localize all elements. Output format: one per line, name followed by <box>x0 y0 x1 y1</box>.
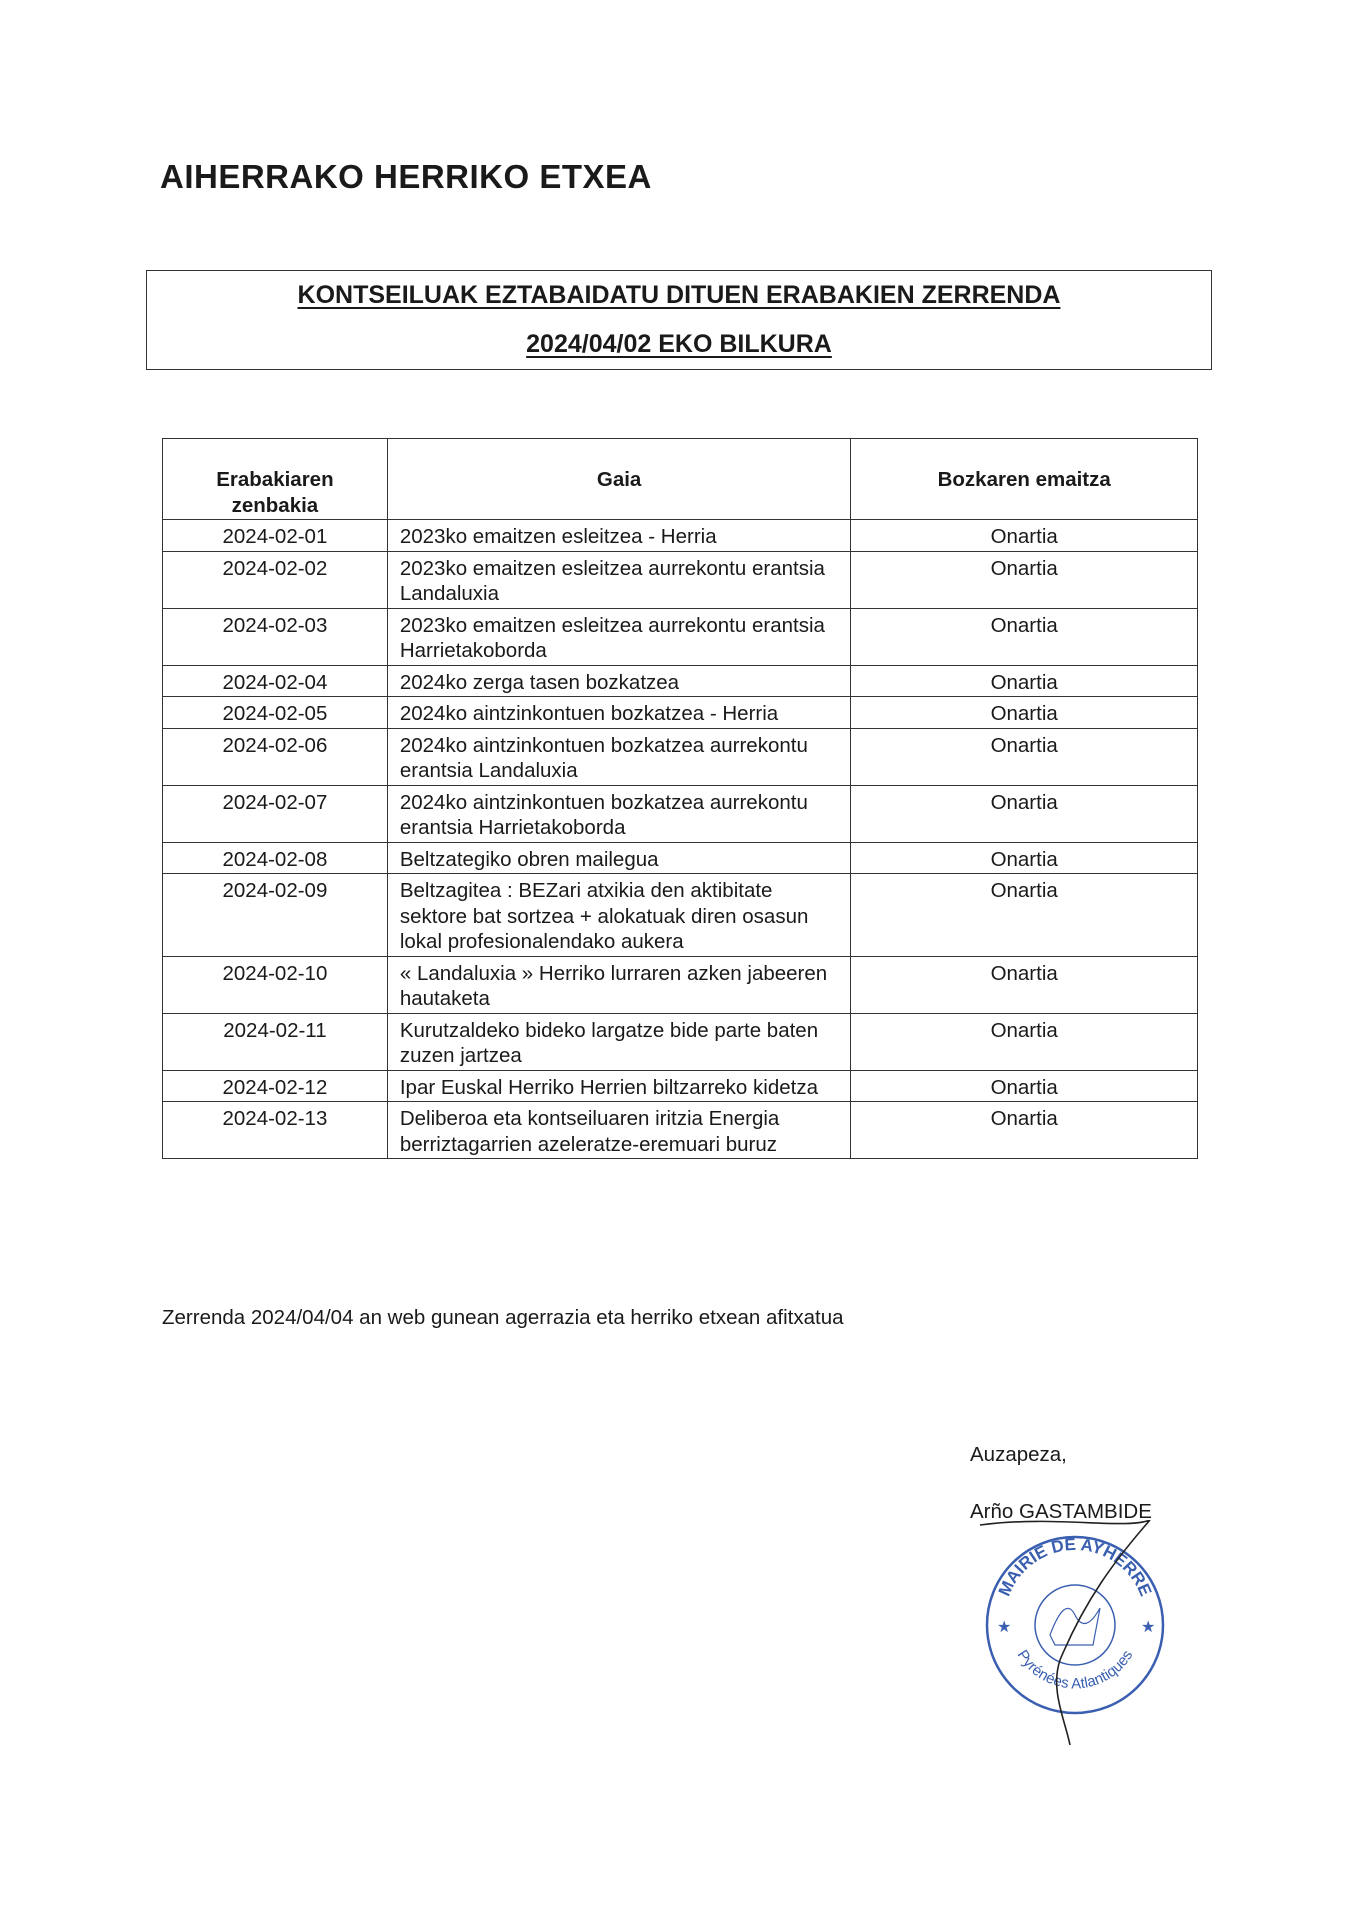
table-row <box>163 1102 1198 1159</box>
decision-result: Onartia <box>851 842 1198 874</box>
decision-result: Onartia <box>851 728 1198 785</box>
table-row <box>163 956 1198 1013</box>
decision-number: 2024-02-12 <box>163 1070 388 1102</box>
decision-result: Onartia <box>851 665 1198 697</box>
decision-subject: 2023ko emaitzen esleitzea - Herria <box>387 520 851 552</box>
table-row <box>163 1070 1198 1102</box>
decision-number: 2024-02-13 <box>163 1102 388 1159</box>
decision-result: Onartia <box>851 956 1198 1013</box>
seal-text-bottom: Pyrénées Atlantiques <box>1013 1647 1137 1693</box>
column-header-result: Bozkaren emaitza <box>851 439 1198 520</box>
page-title: AIHERRAKO HERRIKO ETXEA <box>160 158 652 195</box>
decision-result: Onartia <box>851 608 1198 665</box>
table-row <box>163 728 1198 785</box>
decision-result: Onartia <box>851 520 1198 552</box>
column-header-number: Erabakiaren zenbakia <box>163 439 388 520</box>
decision-number: 2024-02-09 <box>163 874 388 957</box>
table-row <box>163 608 1198 665</box>
decision-subject: Beltzategiko obren mailegua <box>387 842 851 874</box>
decision-subject: 2023ko emaitzen esleitzea aurrekontu erantsia Harrietakoborda <box>387 608 851 665</box>
table-row <box>163 785 1198 842</box>
table-row <box>163 520 1198 552</box>
table-row <box>163 697 1198 729</box>
decision-number: 2024-02-04 <box>163 665 388 697</box>
decision-subject: 2023ko emaitzen esleitzea aurrekontu erantsia Landaluxia <box>387 551 851 608</box>
table-row <box>163 665 1198 697</box>
decision-result: Onartia <box>851 551 1198 608</box>
decisions-table <box>162 438 1198 1159</box>
decision-number: 2024-02-03 <box>163 608 388 665</box>
decision-subject: 2024ko aintzinkontuen bozkatzea aurrekontu erantsia Landaluxia <box>387 728 851 785</box>
decision-subject: 2024ko aintzinkontuen bozkatzea aurrekontu erantsia Harrietakoborda <box>387 785 851 842</box>
decision-result: Onartia <box>851 1013 1198 1070</box>
seal-inner-emblem <box>1035 1585 1115 1665</box>
seal-star-icon: ★ <box>1141 1619 1156 1636</box>
table-row <box>163 842 1198 874</box>
decision-number: 2024-02-07 <box>163 785 388 842</box>
decision-number: 2024-02-08 <box>163 842 388 874</box>
decision-result: Onartia <box>851 785 1198 842</box>
decision-subject: 2024ko aintzinkontuen bozkatzea - Herria <box>387 697 851 729</box>
column-header-subject: Gaia <box>387 439 851 520</box>
signature-block <box>970 1443 1152 1524</box>
table-row <box>163 874 1198 957</box>
decision-subject: Ipar Euskal Herriko Herrien biltzarreko kidetza <box>387 1070 851 1102</box>
decision-result: Onartia <box>851 1070 1198 1102</box>
decision-result: Onartia <box>851 1102 1198 1159</box>
table-header-row <box>163 439 1198 520</box>
decision-number: 2024-02-06 <box>163 728 388 785</box>
decision-result: Onartia <box>851 697 1198 729</box>
decision-number: 2024-02-02 <box>163 551 388 608</box>
table-row <box>163 1013 1198 1070</box>
decision-result: Onartia <box>851 874 1198 957</box>
header-session: 2024/04/02 EKO BILKURA <box>526 330 832 358</box>
decision-number: 2024-02-10 <box>163 956 388 1013</box>
decision-subject: Kurutzaldeko bideko largatze bide parte baten zuzen jartzea <box>387 1013 851 1070</box>
publication-note: Zerrenda 2024/04/04 an web gunean agerrazia eta herriko etxean afitxatua <box>162 1306 844 1329</box>
table-row <box>163 551 1198 608</box>
decision-number: 2024-02-01 <box>163 520 388 552</box>
decision-number: 2024-02-05 <box>163 697 388 729</box>
seal-text-top: MAIRIE DE AYHERRE <box>994 1534 1156 1599</box>
decision-subject: 2024ko zerga tasen bozkatzea <box>387 665 851 697</box>
signatory-name: Arño GASTAMBIDE <box>970 1500 1152 1523</box>
header-title: KONTSEILUAK EZTABAIDATU DITUEN ERABAKIEN ZERRENDA <box>297 281 1061 309</box>
decision-subject: Beltzagitea : BEZari atxikia den aktibitate sektore bat sortzea + alokatuak diren osasun lokal profesionalendako aukera <box>387 874 851 957</box>
table-body <box>163 520 1198 1159</box>
decision-subject: Deliberoa eta kontseiluaren iritzia Energia berriztagarrien azeleratze-eremuari buruz <box>387 1102 851 1159</box>
decision-subject: « Landaluxia » Herriko lurraren azken jabeeren hautaketa <box>387 956 851 1013</box>
town-hall-seal <box>975 1520 1175 1750</box>
header-box <box>146 270 1212 370</box>
signatory-title: Auzapeza, <box>970 1443 1067 1466</box>
decision-number: 2024-02-11 <box>163 1013 388 1070</box>
seal-star-icon: ★ <box>997 1619 1012 1636</box>
